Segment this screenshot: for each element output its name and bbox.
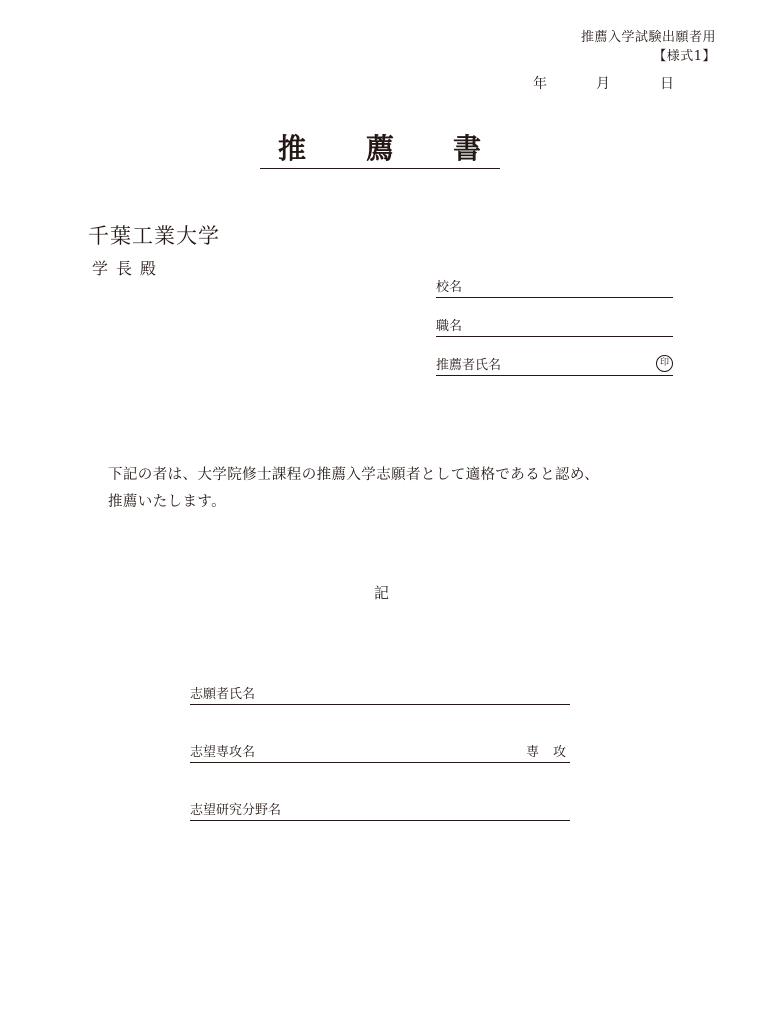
date-month-label: 月 — [596, 76, 610, 92]
title-char-3: 書 — [453, 132, 482, 165]
date-year-label: 年 — [533, 76, 547, 92]
applicant-major-label: 志望専攻名 — [190, 745, 256, 760]
recommender-name-label: 推薦者氏名 — [436, 358, 502, 373]
applicant-research-label: 志望研究分野名 — [190, 803, 282, 818]
form-target-label: 推薦入学試験出願者用 — [580, 30, 716, 45]
recommender-position-label: 職名 — [436, 319, 463, 334]
major-suffix-label: 専攻 — [525, 745, 580, 760]
addressee-role: 学長殿 — [92, 259, 165, 278]
recommender-school-label: 校名 — [436, 280, 463, 295]
form-number-label: 【様式1】 — [653, 49, 716, 64]
title-char-2: 薦 — [366, 132, 395, 165]
recommender-name-field[interactable] — [436, 353, 673, 376]
recommender-school-field[interactable] — [436, 275, 673, 298]
document-title — [260, 130, 500, 169]
statement-line-2: 推薦いたします。 — [108, 494, 227, 510]
seal-icon: 印 — [656, 355, 673, 372]
addressee-university: 千葉工業大学 — [88, 224, 220, 248]
applicant-name-field[interactable] — [190, 682, 570, 705]
applicant-major-field[interactable] — [190, 740, 580, 763]
statement-line-1: 下記の者は、大学院修士課程の推薦入学志願者として適格であると認め、 — [108, 467, 600, 483]
recommendation-statement — [108, 462, 708, 516]
date-day-label: 日 — [660, 76, 674, 92]
title-char-1: 推 — [278, 132, 307, 165]
recommender-position-field[interactable] — [436, 314, 673, 337]
ki-heading: 記 — [374, 584, 390, 602]
applicant-research-field[interactable] — [190, 798, 570, 821]
applicant-name-label: 志願者氏名 — [190, 687, 256, 702]
